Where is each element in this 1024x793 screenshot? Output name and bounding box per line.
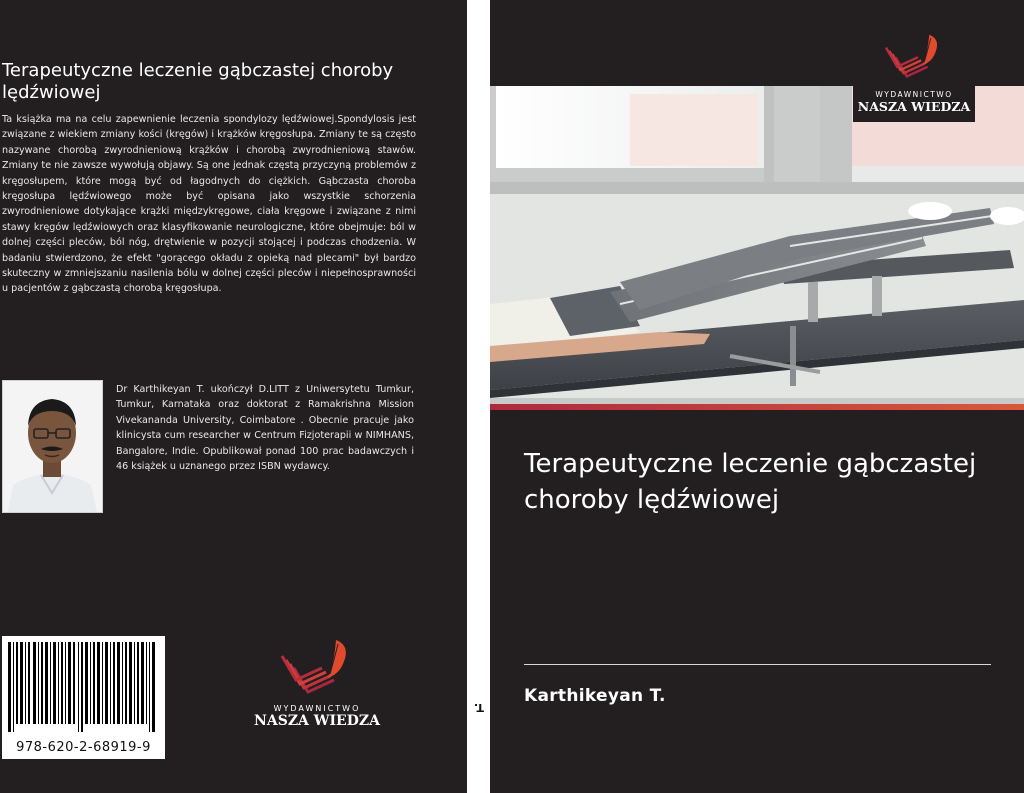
front-publisher-logo [853, 30, 975, 122]
back-cover-blurb: Ta książka ma na celu zapewnienie leczenia spondylozy lędźwiowej.Spondylosis jest związane z wiekiem zmiany kości (kręgów) i krążków kręgosłupa. Zmiany te są często nazywane chorobą zwyrodnieniową krążków i chorobą zwyrodnieniową stawów. Zmiany te nie zawsze wywołują objawy. Są one jednak częstą przyczyną problemów z kręgosłupem, które mogą być od łagodnych do ciężkich. Gąbczasta choroba kręgosłupa lędźwiowego może być opisana jako wszystkie schorzenia zwyrodnieniowe dotykające krążki międzykręgowe, ciała kręgowe i związane z nimi stawy kręgów lędźwiowych oraz klasyfikowanie neurologiczne, które obejmuje: ból w dolnej części pleców, ból nóg, drętwienie w pozycji stojącej i podczas chodzenia. W badaniu stwierdzono, że efekt "gorącego okładu z opieką nad plecami" był bardzo skuteczny w zmniejszaniu nasilenia bólu w dolnej części pleców i niepełnosprawności u pacjentów z gąbczastą chorobą kręgosłupa. [2, 114, 416, 295]
barcode-icon [8, 642, 159, 732]
back-publisher-main: NASZA WIEDZA [254, 713, 380, 729]
spine-author: T. [474, 701, 485, 714]
back-publisher-sub: WYDAWNICTWO [273, 704, 361, 713]
accent-strip [490, 404, 1024, 410]
back-cover-title: Terapeutyczne leczenie gąbczastej choroby lędźwiowej [2, 60, 394, 103]
front-publisher-main: NASZA WIEDZA [857, 99, 971, 114]
publisher-logo-icon [878, 30, 950, 86]
barcode [2, 636, 165, 759]
author-bio: Dr Karthikeyan T. ukończył D.LITT z Uniwersytetu Tumkur, Tumkur, Karnataka oraz doktorat z Ramakrishna Mission Vivekananda University, Coimbatore . Obecnie pracuje jako klinicysta cum researcher w Centrum Fizjoterapii w NIMHANS, Bangalore, Indie. Opublikował ponad 100 prac badawczych i 46 książek u uznanego przez ISBN wydawcy. [116, 384, 414, 473]
back-publisher-logo [247, 638, 387, 738]
publisher-logo-icon [272, 638, 362, 700]
title-divider [524, 664, 991, 665]
isbn-number: 978-620-2-68919-9 [16, 740, 151, 755]
front-publisher-sub: WYDAWNICTWO [875, 90, 953, 99]
cover-photo [490, 86, 1024, 404]
spine [467, 0, 490, 793]
front-cover-title: Terapeutyczne leczenie gąbczastej choroby lędźwiowej [524, 449, 977, 515]
front-cover-author: Karthikeyan T. [524, 686, 666, 706]
author-photo [2, 380, 103, 513]
